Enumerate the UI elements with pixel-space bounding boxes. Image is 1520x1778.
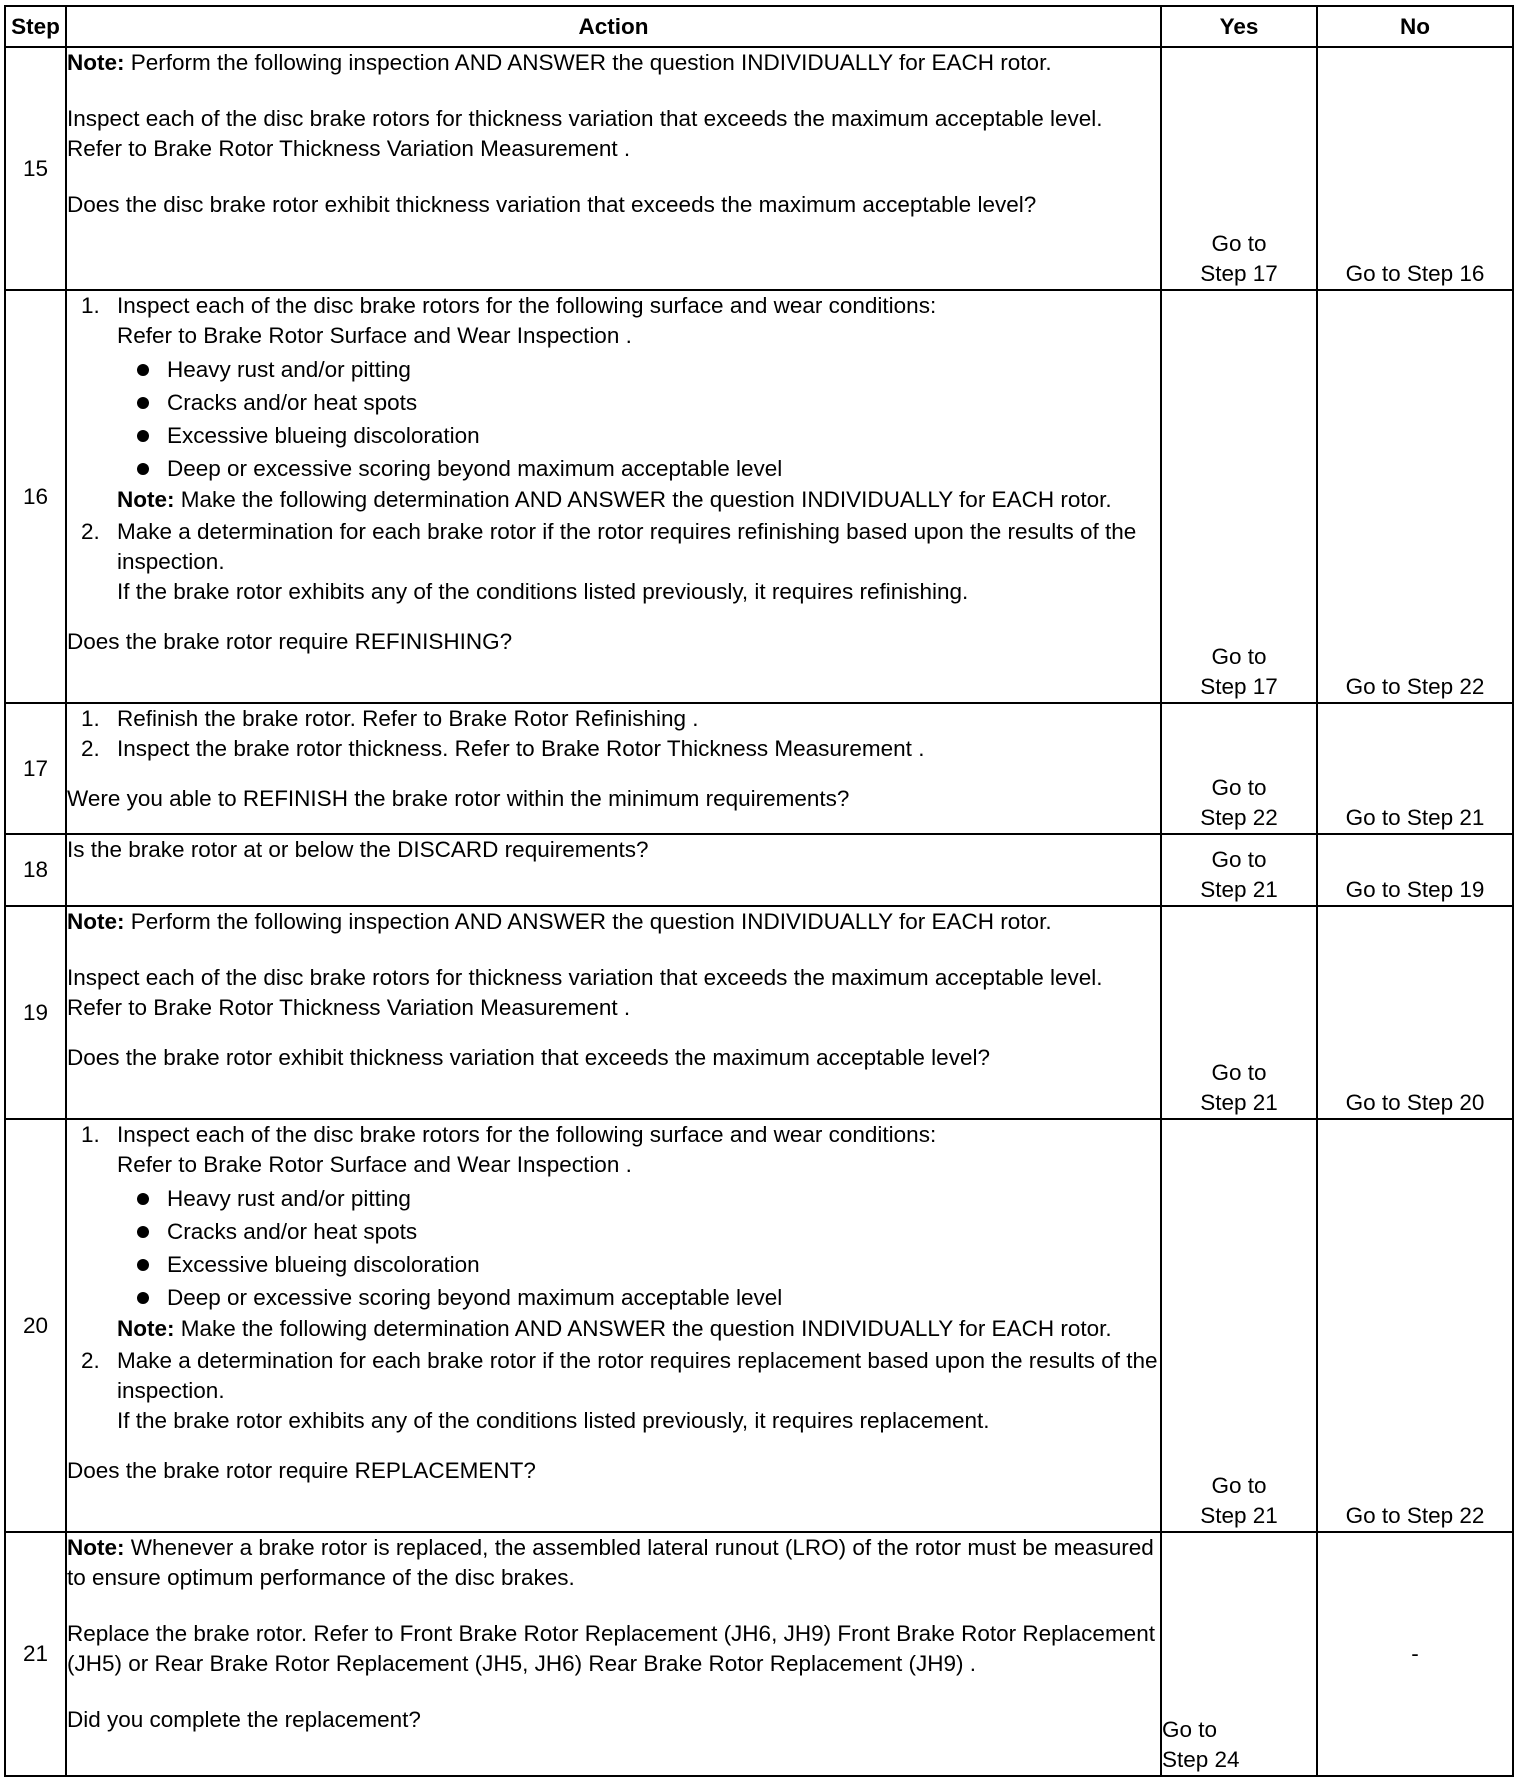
action-cell [66,1119,1161,1532]
procedure-list [67,704,1160,764]
condition-item: Deep or excessive scoring beyond maximum acceptable level [117,452,1160,485]
condition-item: Excessive blueing discoloration [117,1248,1160,1281]
procedure-item [67,1346,1160,1436]
condition-list [117,353,1160,485]
action-cell [66,1532,1161,1776]
header-row [5,6,1513,47]
item-text: Make a determination for each brake rotor if the rotor requires refinishing based upon the results of the inspection. [117,519,1137,574]
note-label: Note: [117,487,175,512]
item-number: 1. [81,706,100,731]
procedure-item [67,517,1160,607]
yes-cell[interactable] [1161,1532,1317,1776]
table-row [5,290,1513,703]
condition-item: Cracks and/or heat spots [117,386,1160,419]
yes-step-ref: Step 17 [1200,261,1278,286]
procedure-item [67,734,1160,764]
note-label: Note: [67,50,125,75]
yes-step-ref: Step 21 [1200,1090,1278,1115]
note-paragraph [117,485,1160,515]
action-cell [66,906,1161,1119]
table-row [5,703,1513,834]
yes-goto-label: Go to [1211,847,1267,872]
step-number: 18 [5,834,66,906]
yes-cell[interactable] [1161,906,1317,1119]
note-paragraph [67,1533,1160,1593]
yes-goto-label: Go to [1211,644,1267,669]
item-subtext: If the brake rotor exhibits any of the conditions listed previously, it requires refinishing. [117,579,969,604]
question-text: Did you complete the replacement? [67,1707,421,1732]
condition-item: Cracks and/or heat spots [117,1215,1160,1248]
note-label: Note: [117,1316,175,1341]
table-row [5,834,1513,906]
question-text: Is the brake rotor at or below the DISCARD requirements? [67,837,649,862]
yes-step-ref: Step 17 [1200,674,1278,699]
note-text: Perform the following inspection AND ANSWER the question INDIVIDUALLY for EACH rotor. [130,50,1052,75]
note-label: Note: [67,909,125,934]
step-number: 21 [5,1532,66,1776]
item-subtext: If the brake rotor exhibits any of the conditions listed previously, it requires replacement. [117,1408,990,1433]
no-cell[interactable]: Go to Step 22 [1317,290,1513,703]
action-cell [66,47,1161,290]
yes-step-ref: Step 22 [1200,805,1278,830]
condition-item: Heavy rust and/or pitting [117,353,1160,386]
yes-step-ref: Step 21 [1200,877,1278,902]
instruction-text: Inspect each of the disc brake rotors for thickness variation that exceeds the maximum acceptable level. Refer to Brake Rotor Thickness Variation Measurement . [67,965,1103,1020]
procedure-item [67,1120,1160,1344]
diagnostic-table [4,5,1514,1777]
yes-cell[interactable] [1161,47,1317,290]
yes-goto-label: Go to [1162,1717,1218,1742]
header-no: No [1317,6,1513,47]
condition-list [117,1182,1160,1314]
note-text: Perform the following inspection AND ANSWER the question INDIVIDUALLY for EACH rotor. [130,909,1052,934]
header-action: Action [66,6,1161,47]
yes-goto-label: Go to [1211,1473,1267,1498]
no-cell[interactable]: Go to Step 16 [1317,47,1513,290]
question-text: Does the disc brake rotor exhibit thickness variation that exceeds the maximum acceptable level? [67,192,1037,217]
bullet-dot-icon [137,430,149,442]
header-yes: Yes [1161,6,1317,47]
note-text: Whenever a brake rotor is replaced, the assembled lateral runout (LRO) of the rotor must be measured to ensure optimum performance of the disc brakes. [67,1535,1154,1590]
item-reference: Refer to Brake Rotor Surface and Wear Inspection . [117,1152,632,1177]
procedure-list [67,1120,1160,1436]
item-text: Inspect each of the disc brake rotors for the following surface and wear conditions: [117,1122,937,1147]
procedure-list [67,291,1160,607]
item-number: 2. [81,1348,100,1373]
note-label: Note: [67,1535,125,1560]
no-cell[interactable]: Go to Step 21 [1317,703,1513,834]
item-number: 2. [81,519,100,544]
note-text: Make the following determination AND ANSWER the question INDIVIDUALLY for EACH rotor. [180,1316,1112,1341]
step-number: 19 [5,906,66,1119]
bullet-dot-icon [137,397,149,409]
table-row [5,906,1513,1119]
question-text: Does the brake rotor require REFINISHING? [67,629,513,654]
condition-item: Excessive blueing discoloration [117,419,1160,452]
action-cell [66,834,1161,906]
item-text: Make a determination for each brake rotor if the rotor requires replacement based upon the results of the inspection. [117,1348,1158,1403]
yes-cell[interactable] [1161,290,1317,703]
item-number: 1. [81,293,100,318]
item-text: Inspect each of the disc brake rotors for the following surface and wear conditions: [117,293,937,318]
note-paragraph [67,907,1160,937]
item-text: Inspect the brake rotor thickness. Refer to Brake Rotor Thickness Measurement . [117,736,925,761]
note-paragraph [117,1314,1160,1344]
condition-item: Heavy rust and/or pitting [117,1182,1160,1215]
item-reference: Refer to Brake Rotor Surface and Wear Inspection . [117,323,632,348]
no-cell: - [1317,1532,1513,1776]
table-row [5,1119,1513,1532]
item-number: 1. [81,1122,100,1147]
step-number: 16 [5,290,66,703]
note-text: Make the following determination AND ANSWER the question INDIVIDUALLY for EACH rotor. [180,487,1112,512]
bullet-dot-icon [137,463,149,475]
yes-cell[interactable] [1161,703,1317,834]
procedure-item [67,291,1160,515]
table-row [5,47,1513,290]
procedure-item [67,704,1160,734]
yes-step-ref: Step 21 [1200,1503,1278,1528]
header-step: Step [5,6,66,47]
no-cell[interactable]: Go to Step 22 [1317,1119,1513,1532]
bullet-dot-icon [137,1259,149,1271]
no-cell[interactable]: Go to Step 19 [1317,834,1513,906]
action-cell [66,703,1161,834]
question-text: Does the brake rotor require REPLACEMENT? [67,1458,536,1483]
action-cell [66,290,1161,703]
bullet-dot-icon [137,1226,149,1238]
question-text: Were you able to REFINISH the brake rotor within the minimum requirements? [67,786,850,811]
yes-goto-label: Go to [1211,1060,1267,1085]
step-number: 20 [5,1119,66,1532]
note-paragraph [67,48,1160,78]
yes-cell[interactable] [1161,834,1317,906]
step-number: 17 [5,703,66,834]
yes-cell[interactable] [1161,1119,1317,1532]
yes-goto-label: Go to [1211,231,1267,256]
bullet-dot-icon [137,1193,149,1205]
step-number: 15 [5,47,66,290]
item-number: 2. [81,736,100,761]
table-row [5,1532,1513,1776]
no-cell[interactable]: Go to Step 20 [1317,906,1513,1119]
condition-item: Deep or excessive scoring beyond maximum acceptable level [117,1281,1160,1314]
question-text: Does the brake rotor exhibit thickness variation that exceeds the maximum acceptable level? [67,1045,990,1070]
yes-goto-label: Go to [1211,775,1267,800]
yes-step-ref: Step 24 [1162,1747,1240,1772]
instruction-text: Inspect each of the disc brake rotors for thickness variation that exceeds the maximum acceptable level. Refer to Brake Rotor Thickness Variation Measurement . [67,106,1103,161]
item-text: Refinish the brake rotor. Refer to Brake Rotor Refinishing . [117,706,699,731]
instruction-text: Replace the brake rotor. Refer to Front Brake Rotor Replacement (JH6, JH9) Front Brake Rotor Replacement (JH5) or Rear Brake Rotor Replacement (JH5, JH6) Rear Brake Rotor Replacement (JH9) . [67,1621,1155,1676]
bullet-dot-icon [137,364,149,376]
bullet-dot-icon [137,1292,149,1304]
